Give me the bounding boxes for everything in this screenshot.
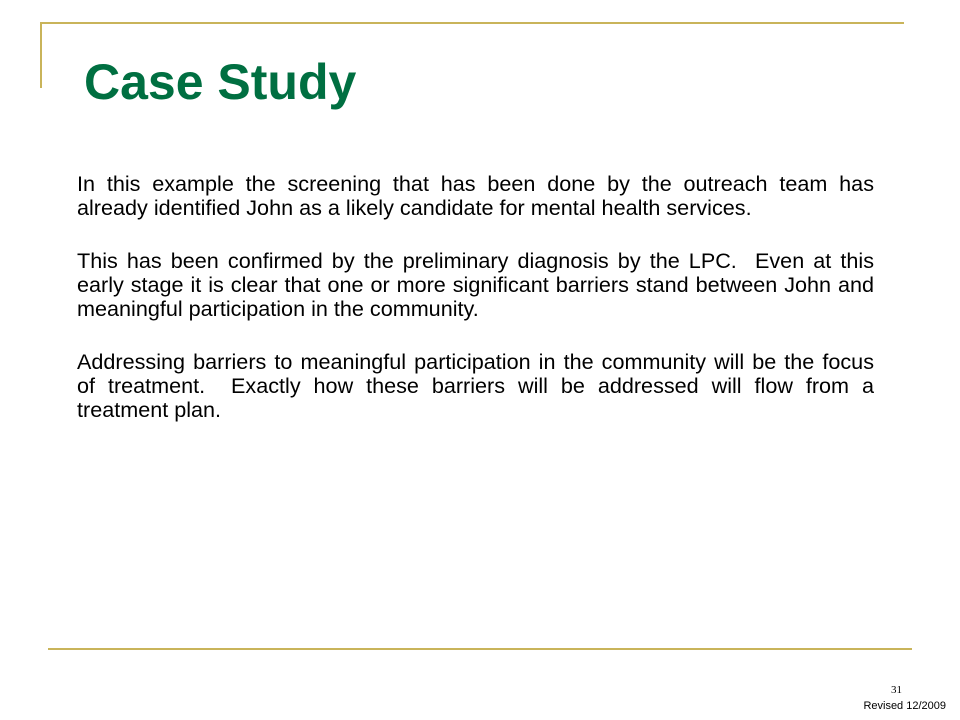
slide-title: Case Study	[84, 54, 357, 110]
paragraph-1: In this example the screening that has been done by the outreach team has already identified John as a likely candidate for mental health services.	[77, 171, 874, 220]
paragraph-2: This has been confirmed by the preliminary diagnosis by the LPC. Even at this early stage it is clear that one or more significant barriers stand between John and meaningful participation in the community.	[77, 248, 880, 321]
revised-date: Revised 12/2009	[863, 700, 946, 712]
bottom-horizontal-rule	[48, 648, 912, 650]
top-vertical-rule	[40, 22, 42, 88]
slide-body	[77, 171, 880, 451]
page-number: 31	[891, 684, 902, 696]
top-horizontal-rule	[40, 22, 904, 24]
paragraph-3: Addressing barriers to meaningful participation in the community will be the focus of treatment. Exactly how these barriers will be addressed will flow from a treatment plan.	[77, 349, 880, 422]
